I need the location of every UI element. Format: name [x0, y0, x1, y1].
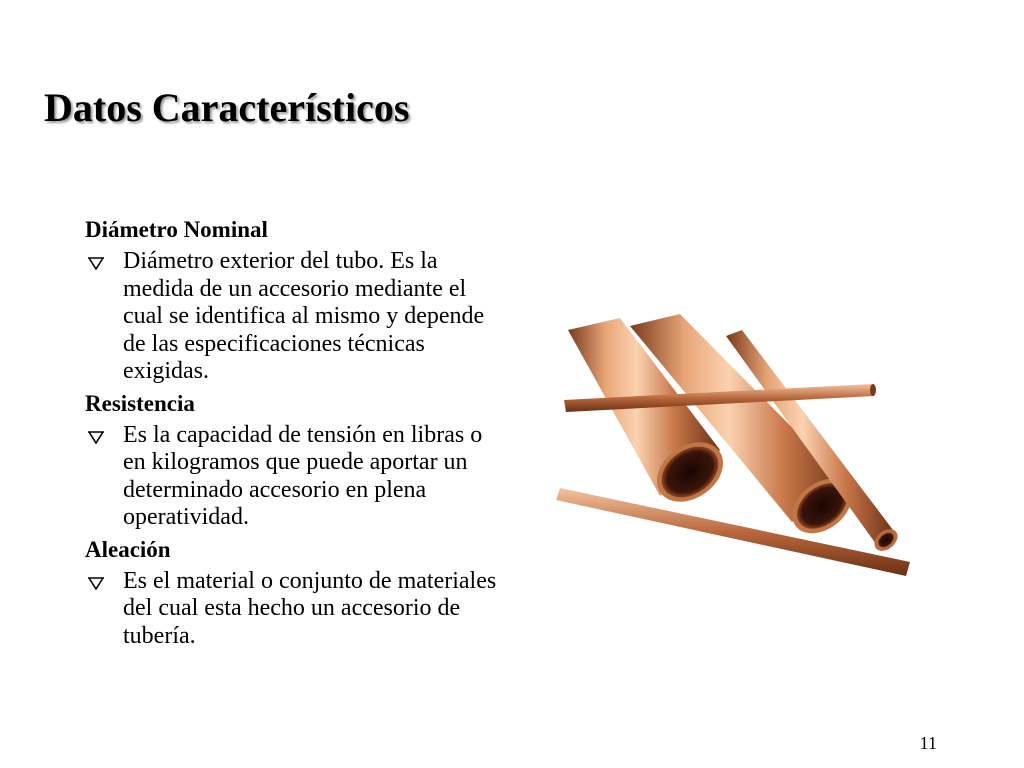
section-heading-aleacion: Aleación [85, 536, 171, 562]
check-bullet-icon [85, 248, 123, 278]
check-bullet-glyph [87, 256, 105, 270]
bullet-text: Diámetro exterior del tubo. Es la medida de un accesorio mediante el cual se identifica al mismo y depende de las especificaciones técnicas exigidas. [123, 248, 485, 384]
bullet-resistencia [85, 422, 515, 532]
bullet-text: Es el material o conjunto de materiales del cual esta hecho un accesorio de tubería. [123, 567, 497, 649]
section-heading-resistencia: Resistencia [85, 390, 195, 416]
copper-pipes-image [550, 300, 920, 590]
bullet-aleacion [85, 568, 515, 651]
check-bullet-icon [85, 568, 123, 598]
section-heading-diametro-nominal: Diámetro Nominal [85, 217, 268, 242]
bullet-text: Es la capacidad de tensión en libras o en kilogramos que puede aportar un determinado accesorio en plena operatividad. [123, 421, 483, 530]
bullet-diametro-nominal [85, 248, 515, 386]
check-bullet-glyph [87, 576, 105, 590]
check-bullet-icon [85, 422, 123, 452]
slide-title: Datos Característicos [44, 85, 410, 130]
check-bullet-glyph [87, 430, 105, 444]
slide-content [85, 214, 515, 654]
page-number: 11 [919, 733, 937, 753]
